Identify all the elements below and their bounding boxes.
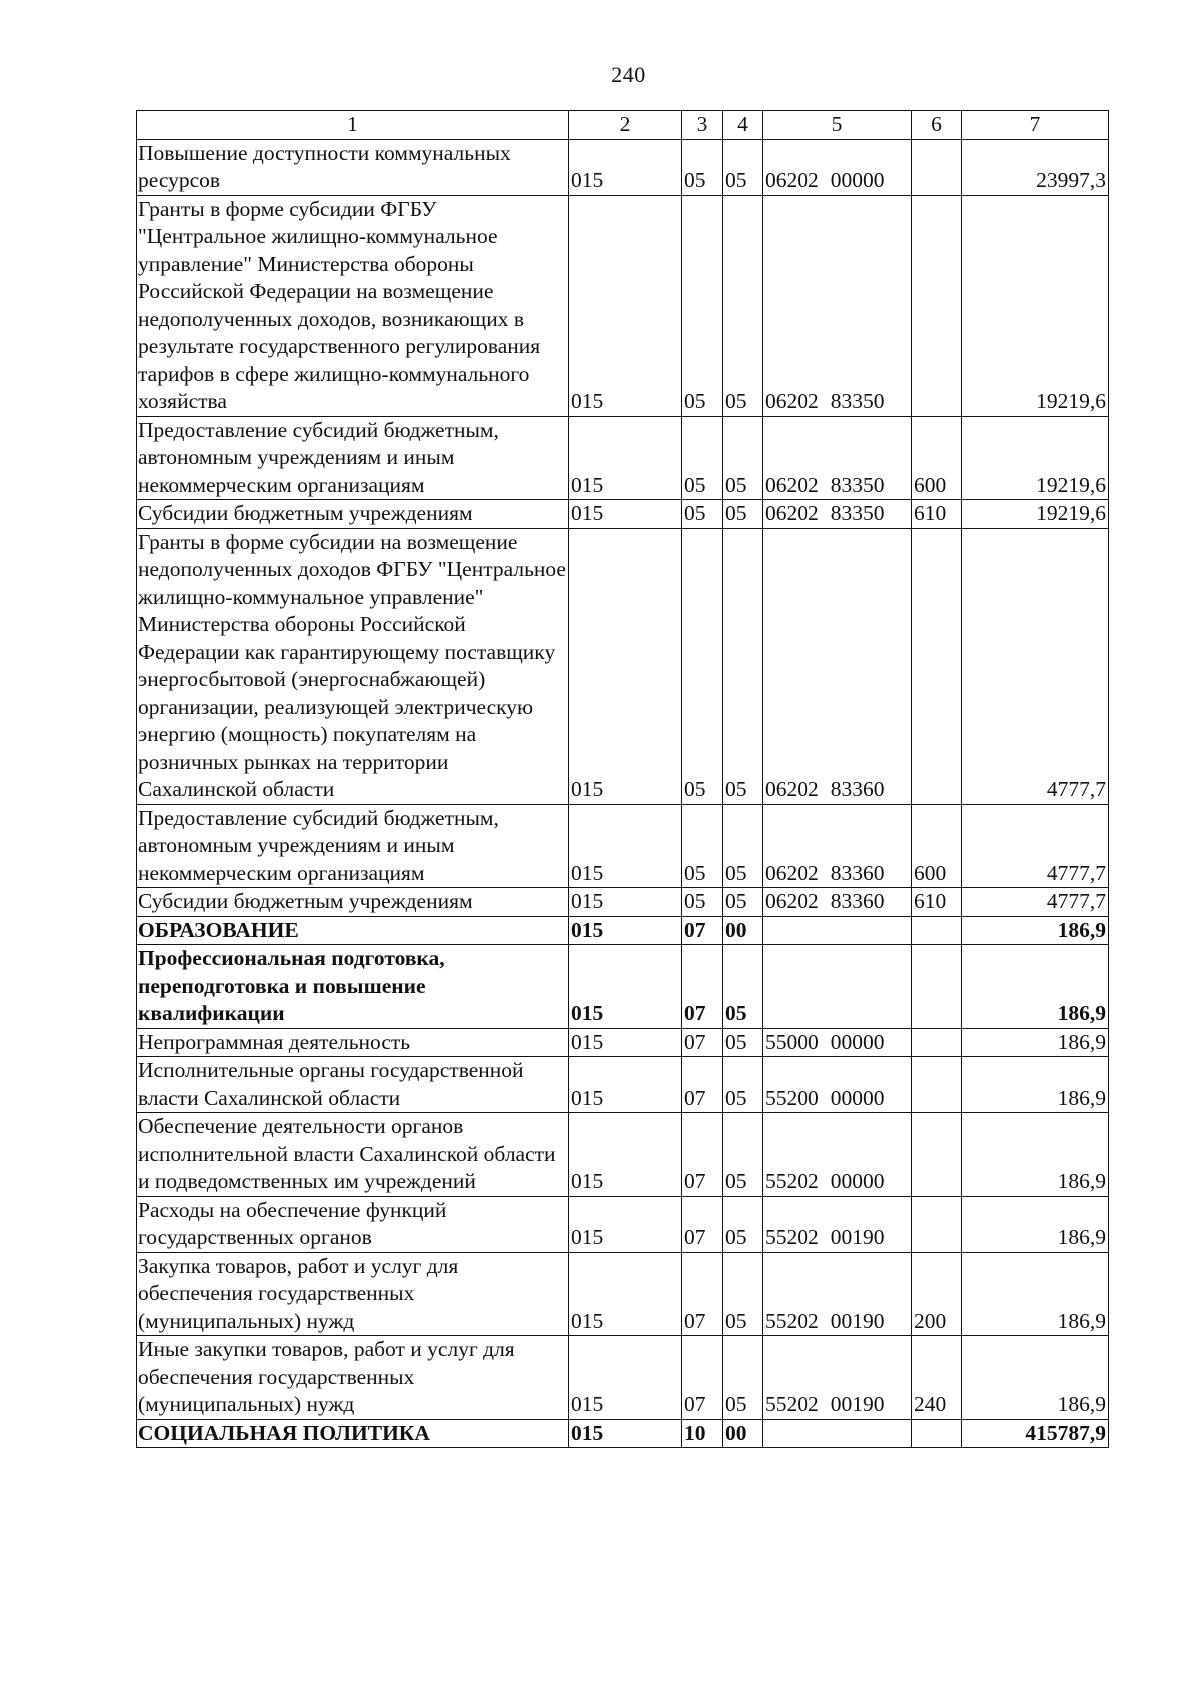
row-section-cell: 05: [682, 500, 723, 529]
row-expense-type-cell: 600: [912, 416, 962, 500]
row-code-cell: 015: [569, 500, 682, 529]
target-article-part1: 06202: [765, 889, 819, 913]
row-name-cell: Предоставление субсидий бюджетным, автономным учреждениям и иным некоммерческим организациям: [137, 416, 569, 500]
row-expense-type-cell: [912, 195, 962, 416]
row-amount-cell: 19219,6: [962, 416, 1109, 500]
target-article-part2: 83350: [830, 501, 885, 525]
row-expense-type-cell: [912, 528, 962, 804]
row-subsection-cell: 05: [723, 500, 763, 529]
row-section-cell: 05: [682, 888, 723, 917]
table-row: [137, 195, 1109, 416]
row-amount-cell: 186,9: [962, 1057, 1109, 1113]
row-section-cell: 07: [682, 1028, 723, 1057]
target-article-part1: 06202: [765, 389, 819, 413]
row-expense-type-cell: [912, 1057, 962, 1113]
row-section-cell: 07: [682, 1252, 723, 1336]
row-expense-type-cell: [912, 1419, 962, 1448]
page-number: 240: [611, 62, 646, 87]
row-target-article-cell: [763, 916, 912, 945]
row-amount-cell: 4777,7: [962, 528, 1109, 804]
row-subsection-cell: 05: [723, 1028, 763, 1057]
row-subsection-cell: 05: [723, 1057, 763, 1113]
row-subsection-cell: 05: [723, 888, 763, 917]
row-subsection-cell: 05: [723, 528, 763, 804]
target-article-part1: 55202: [765, 1225, 819, 1249]
column-header: 1: [137, 111, 569, 140]
row-code-cell: 015: [569, 1419, 682, 1448]
row-section-cell: 05: [682, 528, 723, 804]
row-name-cell: Предоставление субсидий бюджетным, автономным учреждениям и иным некоммерческим организациям: [137, 804, 569, 888]
row-name-cell: Закупка товаров, работ и услуг для обеспечения государственных (муниципальных) нужд: [137, 1252, 569, 1336]
target-article-part2: 00190: [830, 1225, 885, 1249]
row-name-cell: Субсидии бюджетным учреждениям: [137, 500, 569, 529]
target-article-part1: 55200: [765, 1085, 819, 1110]
target-article-part2: 83360: [830, 889, 885, 913]
row-subsection-cell: 00: [723, 1419, 763, 1448]
target-article-part1: 06202: [765, 168, 819, 192]
table-row: [137, 916, 1109, 945]
row-code-cell: 015: [569, 916, 682, 945]
row-expense-type-cell: [912, 945, 962, 1029]
row-code-cell: 015: [569, 139, 682, 195]
row-amount-cell: 4777,7: [962, 888, 1109, 917]
row-subsection-cell: 05: [723, 945, 763, 1029]
target-article-part1: 06202: [765, 501, 819, 525]
row-amount-cell: 186,9: [962, 1196, 1109, 1252]
target-article-part2: 00190: [830, 1392, 885, 1416]
row-code-cell: 015: [569, 1113, 682, 1197]
row-name-cell: Профессиональная подготовка, переподготовка и повышение квалификации: [137, 945, 569, 1029]
row-name-cell: Повышение доступности коммунальных ресурсов: [137, 139, 569, 195]
table-row: [137, 139, 1109, 195]
row-name-cell: Иные закупки товаров, работ и услуг для обеспечения государственных (муниципальных) нужд: [137, 1336, 569, 1420]
row-target-article-cell: [763, 1028, 912, 1057]
row-subsection-cell: 05: [723, 1252, 763, 1336]
row-name-cell: Обеспечение деятельности органов исполнительной власти Сахалинской области и подведомственных им учреждений: [137, 1113, 569, 1197]
row-expense-type-cell: [912, 916, 962, 945]
row-target-article-cell: [763, 195, 912, 416]
row-code-cell: 015: [569, 416, 682, 500]
row-code-cell: 015: [569, 945, 682, 1029]
row-section-cell: 05: [682, 139, 723, 195]
row-target-article-cell: [763, 528, 912, 804]
target-article-part1: 55202: [765, 1392, 819, 1416]
row-code-cell: 015: [569, 1028, 682, 1057]
table-header-row: [137, 111, 1109, 140]
row-amount-cell: 4777,7: [962, 804, 1109, 888]
row-amount-cell: 186,9: [962, 1336, 1109, 1420]
row-name-cell: Субсидии бюджетным учреждениям: [137, 888, 569, 917]
table-row: [137, 1196, 1109, 1252]
target-article-part2: 00000: [830, 168, 885, 192]
column-header: 2: [569, 111, 682, 140]
row-expense-type-cell: [912, 1196, 962, 1252]
target-article-part1: 55000: [765, 1029, 819, 1054]
row-expense-type-cell: 600: [912, 804, 962, 888]
row-expense-type-cell: 610: [912, 888, 962, 917]
row-name-cell: Исполнительные органы государственной власти Сахалинской области: [137, 1057, 569, 1113]
table-row: [137, 888, 1109, 917]
target-article-part1: 06202: [765, 777, 819, 801]
column-header: 6: [912, 111, 962, 140]
row-amount-cell: 19219,6: [962, 195, 1109, 416]
row-target-article-cell: [763, 1252, 912, 1336]
row-target-article-cell: [763, 500, 912, 529]
row-amount-cell: 186,9: [962, 1113, 1109, 1197]
row-amount-cell: 23997,3: [962, 139, 1109, 195]
table-row: [137, 416, 1109, 500]
table-row: [137, 528, 1109, 804]
row-section-cell: 05: [682, 804, 723, 888]
target-article-part2: 00000: [830, 1085, 885, 1110]
row-name-cell: Гранты в форме субсидии на возмещение недополученных доходов ФГБУ "Центральное жилищно-коммунальное управление" Министерства обороны Российской Федерации как гарантирующему поставщику энергосбытовой (энергоснабжающей) организации, реализующей электрическую энергию (мощность) покупателям на розничных рынках на территории Сахалинской области: [137, 528, 569, 804]
table-row: [137, 1419, 1109, 1448]
target-article-part2: 83360: [830, 777, 885, 801]
row-section-cell: 05: [682, 416, 723, 500]
row-section-cell: 07: [682, 1196, 723, 1252]
row-expense-type-cell: [912, 1113, 962, 1197]
table-row: [137, 945, 1109, 1029]
row-name-cell: СОЦИАЛЬНАЯ ПОЛИТИКА: [137, 1419, 569, 1448]
row-section-cell: 07: [682, 1113, 723, 1197]
row-section-cell: 07: [682, 916, 723, 945]
column-header: 5: [763, 111, 912, 140]
row-target-article-cell: [763, 1419, 912, 1448]
row-amount-cell: 415787,9: [962, 1419, 1109, 1448]
row-code-cell: 015: [569, 1252, 682, 1336]
column-header: 7: [962, 111, 1109, 140]
table-row: [137, 500, 1109, 529]
row-target-article-cell: [763, 416, 912, 500]
row-subsection-cell: 00: [723, 916, 763, 945]
target-article-part2: 83350: [830, 472, 885, 497]
row-amount-cell: 186,9: [962, 945, 1109, 1029]
row-section-cell: 07: [682, 1057, 723, 1113]
row-amount-cell: 19219,6: [962, 500, 1109, 529]
row-name-cell: ОБРАЗОВАНИЕ: [137, 916, 569, 945]
target-article-part2: 83360: [830, 860, 885, 885]
row-expense-type-cell: 610: [912, 500, 962, 529]
row-code-cell: 015: [569, 1196, 682, 1252]
row-subsection-cell: 05: [723, 1336, 763, 1420]
row-name-cell: Расходы на обеспечение функций государственных органов: [137, 1196, 569, 1252]
row-amount-cell: 186,9: [962, 1252, 1109, 1336]
target-article-part1: 55202: [765, 1169, 819, 1193]
column-header: 3: [682, 111, 723, 140]
row-subsection-cell: 05: [723, 1196, 763, 1252]
row-section-cell: 07: [682, 1336, 723, 1420]
table-row: [137, 1028, 1109, 1057]
target-article-part2: 00000: [830, 1029, 885, 1054]
row-target-article-cell: [763, 1057, 912, 1113]
row-subsection-cell: 05: [723, 416, 763, 500]
row-target-article-cell: [763, 139, 912, 195]
column-header: 4: [723, 111, 763, 140]
target-article-part2: 00190: [830, 1308, 885, 1333]
table-row: [137, 804, 1109, 888]
row-target-article-cell: [763, 945, 912, 1029]
table-body: [137, 139, 1109, 1448]
target-article-part1: 06202: [765, 472, 819, 497]
row-expense-type-cell: 200: [912, 1252, 962, 1336]
table-row: [137, 1336, 1109, 1420]
target-article-part1: 06202: [765, 860, 819, 885]
row-target-article-cell: [763, 804, 912, 888]
row-code-cell: 015: [569, 195, 682, 416]
row-code-cell: 015: [569, 888, 682, 917]
budget-table: [136, 110, 1109, 1448]
target-article-part2: 00000: [830, 1169, 885, 1193]
table-row: [137, 1252, 1109, 1336]
row-target-article-cell: [763, 888, 912, 917]
row-amount-cell: 186,9: [962, 916, 1109, 945]
row-section-cell: 10: [682, 1419, 723, 1448]
row-subsection-cell: 05: [723, 195, 763, 416]
row-target-article-cell: [763, 1113, 912, 1197]
row-code-cell: 015: [569, 528, 682, 804]
row-section-cell: 07: [682, 945, 723, 1029]
row-code-cell: 015: [569, 1336, 682, 1420]
table-row: [137, 1057, 1109, 1113]
row-section-cell: 05: [682, 195, 723, 416]
row-name-cell: Непрограммная деятельность: [137, 1028, 569, 1057]
row-expense-type-cell: [912, 139, 962, 195]
row-amount-cell: 186,9: [962, 1028, 1109, 1057]
target-article-part2: 83350: [830, 389, 885, 413]
table-row: [137, 1113, 1109, 1197]
row-subsection-cell: 05: [723, 1113, 763, 1197]
row-subsection-cell: 05: [723, 804, 763, 888]
row-target-article-cell: [763, 1196, 912, 1252]
row-code-cell: 015: [569, 804, 682, 888]
row-target-article-cell: [763, 1336, 912, 1420]
row-expense-type-cell: 240: [912, 1336, 962, 1420]
row-code-cell: 015: [569, 1057, 682, 1113]
target-article-part1: 55202: [765, 1308, 819, 1333]
row-name-cell: Гранты в форме субсидии ФГБУ "Центральное жилищно-коммунальное управление" Министерства обороны Российской Федерации на возмещение недополученных доходов, возникающих в результате государственного регулирования тарифов в сфере жилищно-коммунального хозяйства: [137, 195, 569, 416]
row-expense-type-cell: [912, 1028, 962, 1057]
row-subsection-cell: 05: [723, 139, 763, 195]
